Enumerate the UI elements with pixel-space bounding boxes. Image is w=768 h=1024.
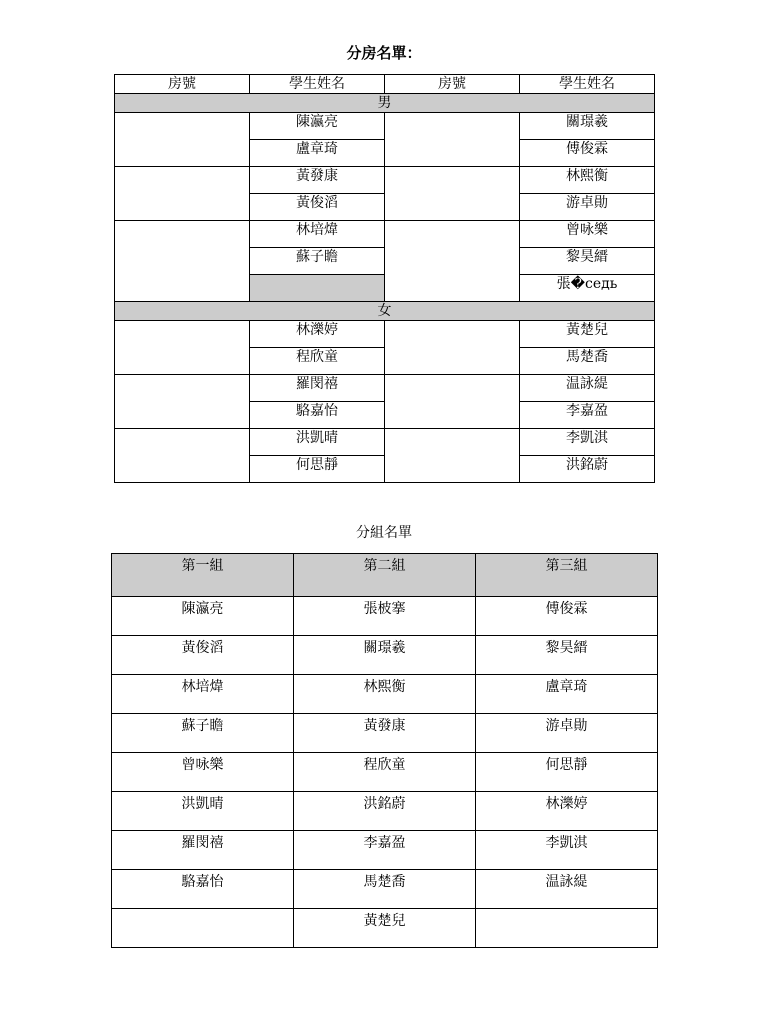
room-number-cell [385, 375, 520, 429]
table-row [112, 714, 658, 753]
group-member-cell: 傅俊霖 [476, 597, 658, 636]
section-male-row [115, 94, 655, 113]
table-row [112, 675, 658, 714]
table-row [115, 221, 655, 248]
table-row [115, 375, 655, 402]
group-member-cell: 黃發康 [294, 714, 476, 753]
student-name-cell: 何思靜 [250, 456, 385, 483]
student-name-cell: 駱嘉怡 [250, 402, 385, 429]
room-number-cell [115, 429, 250, 483]
group-member-cell [476, 909, 658, 948]
room-number-cell [385, 221, 520, 302]
group-member-cell: 蘇子瞻 [112, 714, 294, 753]
room-number-cell [385, 429, 520, 483]
room-number-cell [115, 321, 250, 375]
student-name-cell: 馬楚喬 [520, 348, 655, 375]
header-student-name: 學生姓名 [520, 75, 655, 94]
room-number-cell [385, 321, 520, 375]
room-number-cell [115, 113, 250, 167]
student-name-cell: 温詠緹 [520, 375, 655, 402]
header-group-1: 第一組 [112, 554, 294, 597]
room-number-cell [115, 221, 250, 302]
student-name-cell: 黃俊滔 [250, 194, 385, 221]
student-name-cell: 盧章琦 [250, 140, 385, 167]
group-member-cell: 黎昊縉 [476, 636, 658, 675]
group-member-cell: 何思靜 [476, 753, 658, 792]
table-row [112, 792, 658, 831]
room-table-header-row [115, 75, 655, 94]
student-name-cell: 程欣童 [250, 348, 385, 375]
room-number-cell [115, 375, 250, 429]
group-member-cell: 洪銘蔚 [294, 792, 476, 831]
group-table-header-row [112, 554, 658, 597]
group-member-cell: 曾咏樂 [112, 753, 294, 792]
header-group-2: 第二組 [294, 554, 476, 597]
section-female-label: 女 [115, 302, 655, 321]
group-member-cell: 關璟羲 [294, 636, 476, 675]
table-row [112, 636, 658, 675]
header-room-number: 房號 [385, 75, 520, 94]
table-row [112, 909, 658, 948]
group-member-cell: 陳瀛亮 [112, 597, 294, 636]
student-name-cell: 張�седь [520, 275, 655, 302]
table-row [115, 113, 655, 140]
empty-shaded-cell [250, 275, 385, 302]
header-student-name: 學生姓名 [250, 75, 385, 94]
student-name-cell: 羅閔禧 [250, 375, 385, 402]
table-row [115, 321, 655, 348]
header-room-number: 房號 [115, 75, 250, 94]
group-member-cell: 洪凱晴 [112, 792, 294, 831]
student-name-cell: 蘇子瞻 [250, 248, 385, 275]
group-member-cell: 馬楚喬 [294, 870, 476, 909]
student-name-cell: 游卓勛 [520, 194, 655, 221]
section-male-label: 男 [115, 94, 655, 113]
group-member-cell: 張柀搴 [294, 597, 476, 636]
student-name-cell: 林培煒 [250, 221, 385, 248]
student-name-cell: 曾咏樂 [520, 221, 655, 248]
group-member-cell: 林濼婷 [476, 792, 658, 831]
group-member-cell: 黃俊滔 [112, 636, 294, 675]
group-member-cell: 温詠緹 [476, 870, 658, 909]
group-member-cell: 羅閔禧 [112, 831, 294, 870]
table-row [112, 870, 658, 909]
student-name-cell: 李嘉盈 [520, 402, 655, 429]
group-member-cell: 林熙衡 [294, 675, 476, 714]
group-member-cell: 程欣童 [294, 753, 476, 792]
table-row [112, 753, 658, 792]
group-member-cell: 李凱淇 [476, 831, 658, 870]
header-group-3: 第三組 [476, 554, 658, 597]
group-member-cell: 駱嘉怡 [112, 870, 294, 909]
student-name-cell: 林濼婷 [250, 321, 385, 348]
room-number-cell [385, 113, 520, 167]
table-row [112, 831, 658, 870]
group-list-title: 分組名單 [356, 525, 412, 541]
table-row [115, 429, 655, 456]
student-name-cell: 黃發康 [250, 167, 385, 194]
student-name-cell: 陳瀛亮 [250, 113, 385, 140]
section-female-row [115, 302, 655, 321]
group-member-cell: 游卓勛 [476, 714, 658, 753]
group-table [111, 553, 658, 948]
room-number-cell [115, 167, 250, 221]
student-name-cell: 黃楚兒 [520, 321, 655, 348]
student-name-cell: 黎昊縉 [520, 248, 655, 275]
group-member-cell: 李嘉盈 [294, 831, 476, 870]
room-list-title: 分房名單： [346, 44, 422, 62]
room-number-cell [385, 167, 520, 221]
student-name-cell: 林熙衡 [520, 167, 655, 194]
group-member-cell: 林培煒 [112, 675, 294, 714]
student-name-cell: 洪銘蔚 [520, 456, 655, 483]
student-name-cell: 李凱淇 [520, 429, 655, 456]
student-name-cell: 關璟羲 [520, 113, 655, 140]
group-member-cell: 黃楚兒 [294, 909, 476, 948]
table-row [115, 167, 655, 194]
student-name-cell: 傅俊霖 [520, 140, 655, 167]
student-name-cell: 洪凱晴 [250, 429, 385, 456]
group-member-cell: 盧章琦 [476, 675, 658, 714]
group-member-cell [112, 909, 294, 948]
table-row [112, 597, 658, 636]
room-allocation-table [114, 74, 655, 483]
